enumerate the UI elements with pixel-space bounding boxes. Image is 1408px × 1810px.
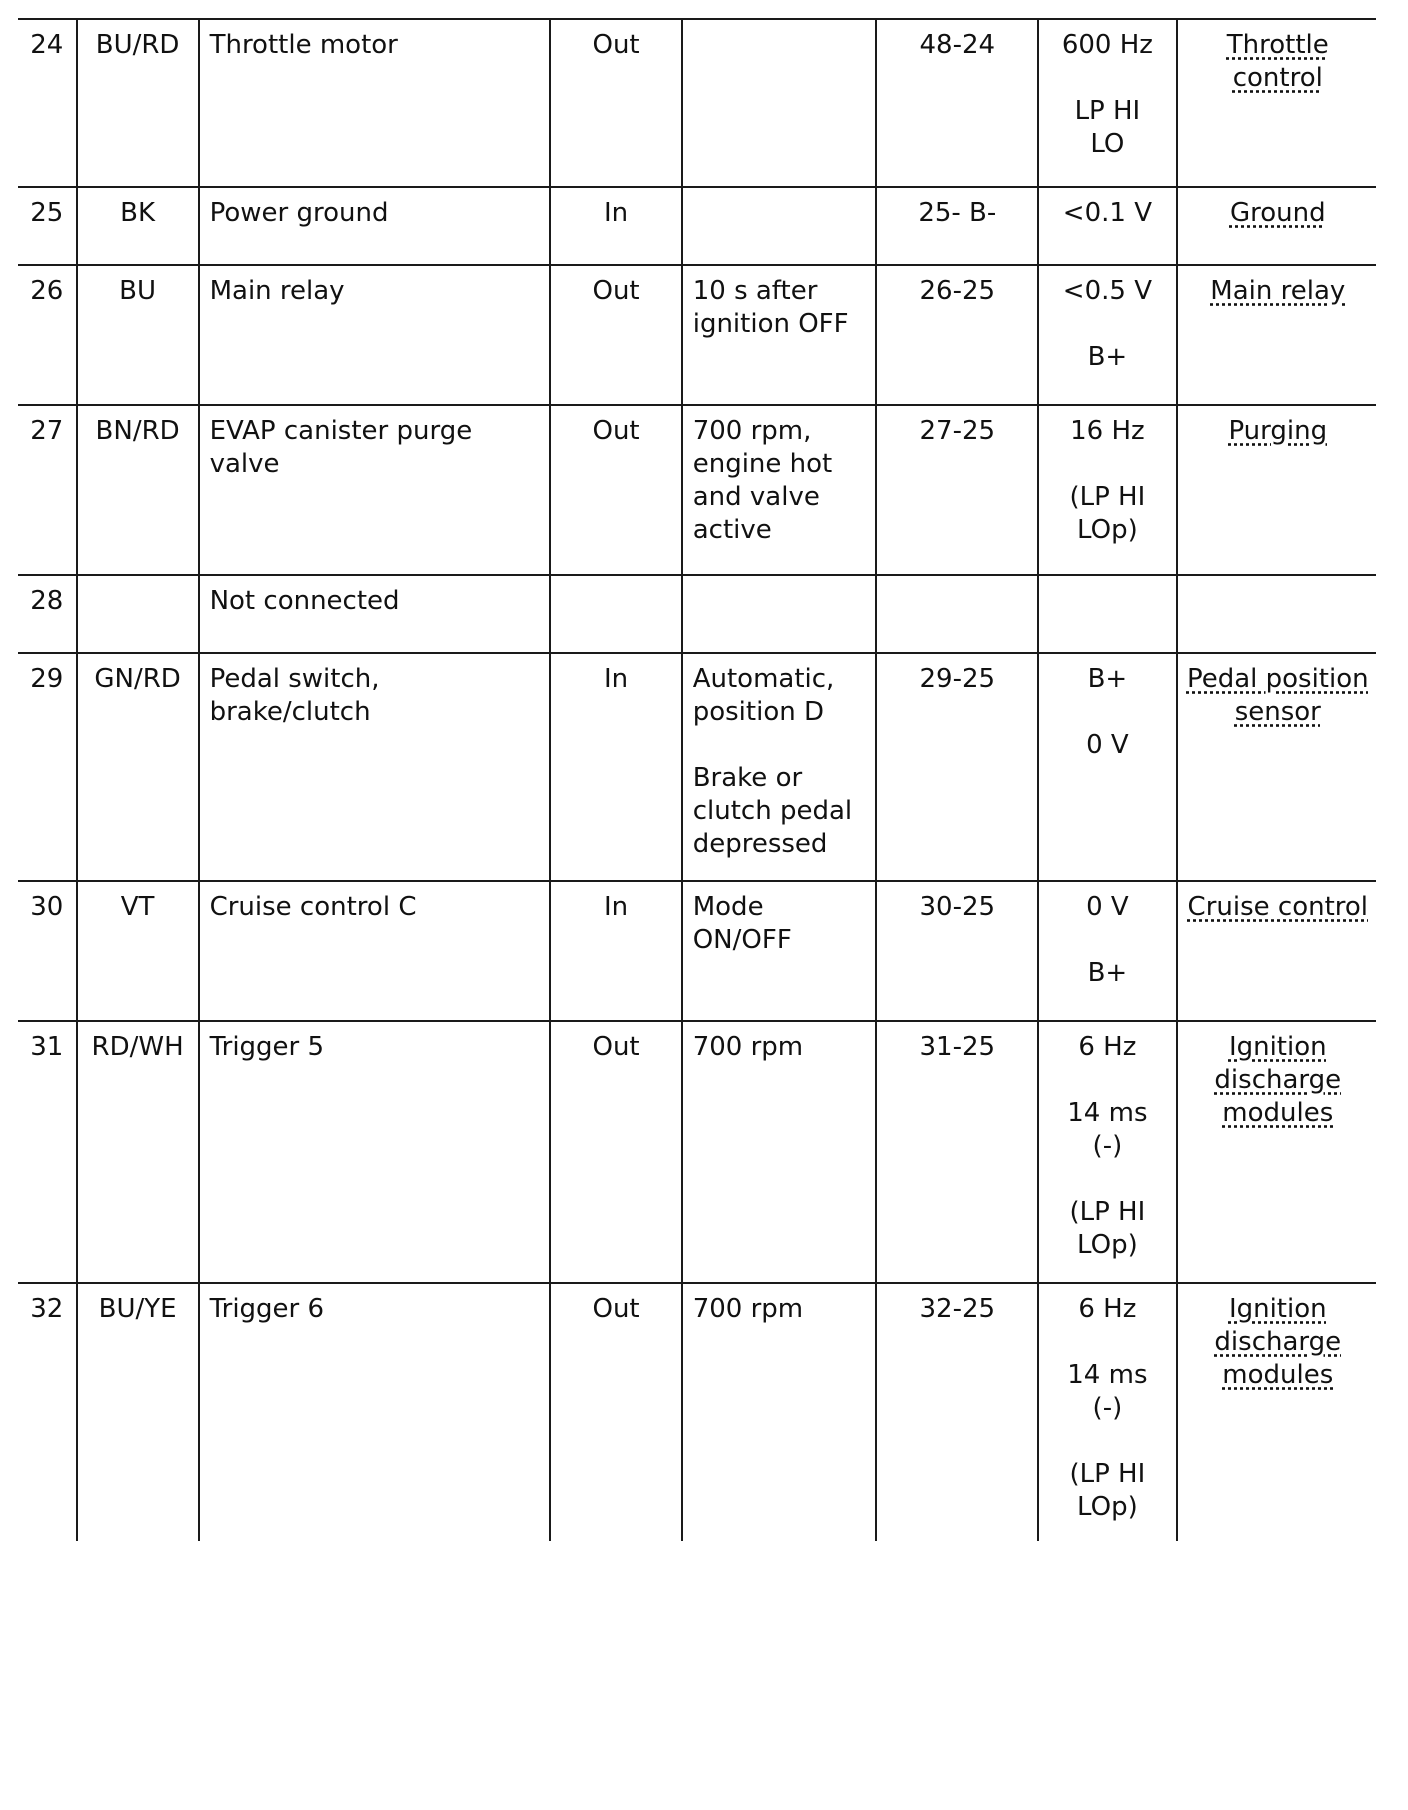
table-row [18,1283,1376,1541]
direction-cell [550,575,681,653]
description-cell: Not connected [199,575,551,653]
function-cell [1177,1283,1376,1541]
pin-number-cell: 31 [18,1021,77,1283]
table-row [18,575,1376,653]
cell-line [1182,891,1374,924]
cell-line [1182,663,1374,696]
line-gap [1049,1163,1165,1196]
measure-between-cell: 48-24 [876,19,1038,187]
measure-between-cell: 25- B- [876,187,1038,265]
pin-assignment-table [18,18,1376,1541]
table-row [18,653,1376,881]
function-cell [1177,265,1376,405]
direction-cell: Out [550,405,681,575]
pin-number-cell: 29 [18,653,77,881]
function-text: Main relay [1210,276,1346,306]
cell-line [1182,275,1374,308]
nominal-value-cell [1038,881,1176,1021]
condition-cell [682,1283,877,1541]
cell-line [1182,1359,1374,1392]
cell-line: Automatic, [692,664,835,694]
cell-line: (LP HI [1069,1197,1146,1227]
description-cell: Pedal switch, brake/clutch [199,653,551,881]
line-gap [1049,448,1165,481]
function-cell [1177,881,1376,1021]
function-cell [1177,653,1376,881]
cell-line: 14 ms [1067,1098,1148,1128]
cell-line [1182,1064,1374,1097]
table-row [18,187,1376,265]
function-cell [1177,575,1376,653]
cell-line: (LP HI [1069,1459,1146,1489]
line-gap [1049,924,1165,957]
cell-line: (-) [1092,1393,1123,1423]
cell-line: B+ [1087,342,1128,372]
nominal-value-cell [1038,575,1176,653]
cell-line: <0.5 V [1062,276,1152,306]
cell-line: LO [1090,129,1125,159]
description-cell: Trigger 5 [199,1021,551,1283]
wire-color-cell: GN/RD [77,653,199,881]
line-gap [1049,696,1165,729]
function-text: Ignition [1228,1294,1327,1324]
nominal-value-cell [1038,187,1176,265]
condition-cell [682,575,877,653]
pin-number-cell: 30 [18,881,77,1021]
cell-line: Mode [692,892,764,922]
wire-color-cell: BK [77,187,199,265]
function-text: modules [1222,1360,1334,1390]
function-cell [1177,1021,1376,1283]
nominal-value-cell [1038,1283,1176,1541]
pin-number-cell: 27 [18,405,77,575]
function-cell [1177,187,1376,265]
nominal-value-cell [1038,1021,1176,1283]
cell-line: 700 rpm [692,1032,804,1062]
description-cell: Cruise control C [199,881,551,1021]
cell-line: clutch pedal [692,796,853,826]
cell-line [1182,696,1374,729]
description-cell: Trigger 6 [199,1283,551,1541]
cell-line: 700 rpm, [692,416,812,446]
description-cell: Throttle motor [199,19,551,187]
function-text: sensor [1234,697,1321,727]
pin-number-cell: 28 [18,575,77,653]
wire-color-cell: RD/WH [77,1021,199,1283]
cell-line [1182,1326,1374,1359]
direction-cell: Out [550,1283,681,1541]
measure-between-cell: 31-25 [876,1021,1038,1283]
table-row [18,405,1376,575]
cell-line: 6 Hz [1078,1032,1137,1062]
function-cell [1177,405,1376,575]
function-text: Ground [1229,198,1326,228]
nominal-value-cell [1038,405,1176,575]
direction-cell: In [550,187,681,265]
cell-line: LOp) [1077,1230,1138,1260]
cell-line: active [692,515,772,545]
wire-color-cell: BU/YE [77,1283,199,1541]
cell-line [1182,62,1374,95]
nominal-value-cell [1038,265,1176,405]
cell-line [1182,29,1374,62]
condition-cell [682,265,877,405]
cell-line [1182,197,1374,230]
line-gap [1049,1064,1165,1097]
condition-cell [682,1021,877,1283]
table-body [18,19,1376,1541]
description-cell: Main relay [199,265,551,405]
measure-between-cell: 29-25 [876,653,1038,881]
function-text: Pedal position [1186,664,1369,694]
cell-line: 700 rpm [692,1294,804,1324]
direction-cell: Out [550,1021,681,1283]
cell-line: engine hot [692,449,833,479]
pin-number-cell: 24 [18,19,77,187]
cell-line: B+ [1087,958,1128,988]
measure-between-cell: 27-25 [876,405,1038,575]
function-text: modules [1222,1098,1334,1128]
cell-line: LP HI [1074,96,1141,126]
cell-line: (LP HI [1069,482,1146,512]
function-text: Throttle [1226,30,1329,60]
condition-cell [682,187,877,265]
cell-line: 6 Hz [1078,1294,1137,1324]
pin-number-cell: 25 [18,187,77,265]
cell-line [1182,415,1374,448]
pin-number-cell: 26 [18,265,77,405]
cell-line: and valve [692,482,820,512]
function-text: control [1232,63,1323,93]
measure-between-cell: 26-25 [876,265,1038,405]
function-text: discharge [1214,1327,1342,1357]
direction-cell: Out [550,265,681,405]
wire-color-cell [77,575,199,653]
cell-line [1182,1293,1374,1326]
cell-line [1182,1097,1374,1130]
wire-color-cell: VT [77,881,199,1021]
condition-cell [682,405,877,575]
wire-color-cell: BN/RD [77,405,199,575]
condition-cell [682,19,877,187]
cell-line: ignition OFF [692,309,849,339]
line-gap [1049,1326,1165,1359]
function-text: Ignition [1228,1032,1327,1062]
cell-line: LOp) [1077,515,1138,545]
cell-line: 16 Hz [1070,416,1145,446]
nominal-value-cell [1038,653,1176,881]
function-text: discharge [1214,1065,1342,1095]
wire-color-cell: BU [77,265,199,405]
measure-between-cell: 32-25 [876,1283,1038,1541]
condition-cell [682,881,877,1021]
function-cell [1177,19,1376,187]
cell-line: Brake or [692,763,803,793]
cell-line: position D [692,697,824,727]
direction-cell: In [550,653,681,881]
cell-line: 600 Hz [1061,30,1153,60]
cell-line: ON/OFF [692,925,792,955]
table-row [18,265,1376,405]
table-row [18,1021,1376,1283]
line-gap [1049,1425,1165,1458]
measure-between-cell: 30-25 [876,881,1038,1021]
pin-number-cell: 32 [18,1283,77,1541]
description-cell: EVAP canister purge valve [199,405,551,575]
description-cell: Power ground [199,187,551,265]
cell-line: 0 V [1086,730,1129,760]
direction-cell: In [550,881,681,1021]
cell-line: (-) [1092,1131,1123,1161]
table-row [18,19,1376,187]
function-text: Cruise control [1187,892,1369,922]
cell-line: 0 V [1086,892,1129,922]
condition-cell [682,653,877,881]
line-gap [1049,62,1165,95]
line-gap [1049,308,1165,341]
wire-color-cell: BU/RD [77,19,199,187]
table-row [18,881,1376,1021]
measure-between-cell [876,575,1038,653]
cell-line: depressed [692,829,828,859]
cell-line: B+ [1087,664,1128,694]
cell-line: LOp) [1077,1492,1138,1522]
cell-line [1182,1031,1374,1064]
cell-line: 14 ms [1067,1360,1148,1390]
function-text: Purging [1228,416,1328,446]
nominal-value-cell [1038,19,1176,187]
cell-line: 10 s after [692,276,818,306]
cell-line: <0.1 V [1062,198,1152,228]
direction-cell: Out [550,19,681,187]
line-gap [693,729,866,762]
